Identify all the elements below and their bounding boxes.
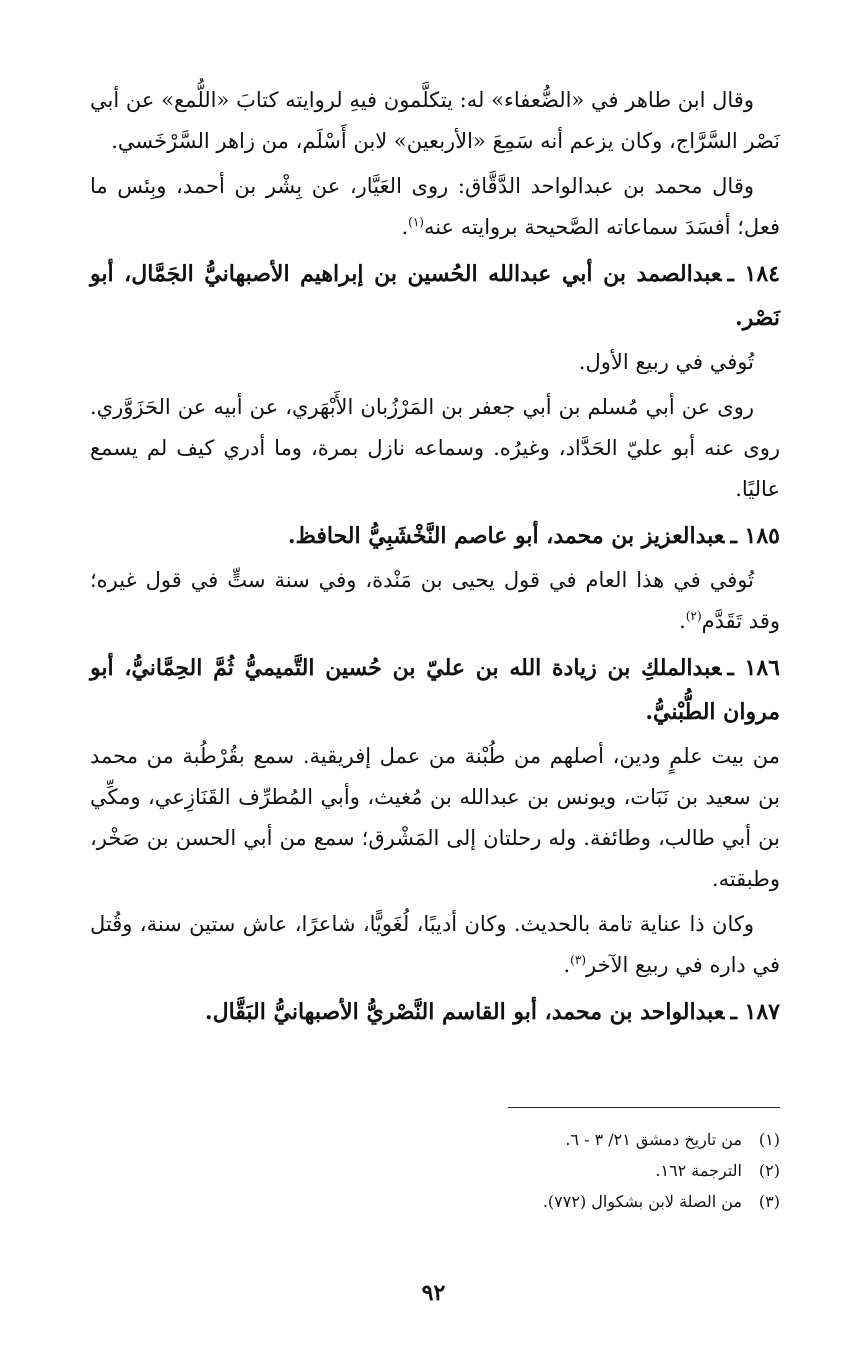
footnote-number: (٢) bbox=[758, 1161, 780, 1180]
paragraph-ibn-tahir bbox=[90, 80, 780, 162]
paragraph-text: وكان ذا عناية تامة بالحديث. وكان أديبًا، لُغَويًّا، شاعرًا، عاش ستين سنة، وقُتل في داره في ربيع الآخر bbox=[90, 912, 780, 977]
entry-number: ١٨٥ ـ bbox=[730, 523, 780, 549]
paragraph-text: تُوفي في هذا العام في قول يحيى بن مَنْدة، وفي سنة ستٍّ في قول غيره؛ وقد تَقَدَّم bbox=[90, 568, 780, 633]
paragraph-text: وقال ابن طاهر في «الضُّعفاء» له: يتكلَّمون فيهِ لروايته كتابَ «اللُّمع» عن أبي نَصْر السَّرَّاج، وكان يزعم أنه سَمِعَ «الأربعين» لابن أَسْلَم، من زاهر السَّرْخَسي. bbox=[90, 88, 780, 153]
footnotes bbox=[360, 1124, 780, 1217]
page-number: ٩٢ bbox=[421, 1280, 446, 1306]
paragraph-text: روى عن أبي مُسلم بن أبي جعفر بن المَرْزُبان الأَبْهَري، عن أبيه عن الحَزَوَّري. روى عنه أبو عليّ الحَدَّاد، وغيرُه. وسماعه نازل بمرة، وما أدري كيف لم يسمع عاليًا. bbox=[90, 395, 780, 501]
footnote-text: من تاريخ دمشق ٢١/ ٣ - ٦. bbox=[565, 1130, 742, 1149]
paragraph-daqqaq: وقال محمد بن عبدالواحد الدَّقَّاق: روى العَيَّار، عن بِشْر بن أحمد، وبِئس ما فعل؛ أفسَدَ سماعاته الصَّحيحة بروايته عنه$^{(١)}$. bbox=[90, 174, 780, 239]
footnote-text: الترجمة ١٦٢. bbox=[655, 1161, 742, 1180]
footnote-ref-1: (١) bbox=[408, 215, 424, 229]
entry-name: عبدالصمد بن أبي عبدالله الحُسين بن إبراهيم الأصبهانيُّ الجَمَّال، أبو نَصْر. bbox=[90, 261, 780, 331]
entry-name: عبدالواحد بن محمد، أبو القاسم النَّصْريُّ الأصبهانيُّ البَقَّال. bbox=[204, 999, 725, 1025]
footnote-item bbox=[360, 1186, 780, 1217]
paragraph-narration-184 bbox=[90, 387, 780, 510]
entry-185-heading bbox=[90, 514, 780, 558]
entry-184-heading bbox=[90, 252, 780, 340]
paragraph-text: تُوفي في ربيع الأول. bbox=[578, 350, 754, 374]
entry-186-heading bbox=[90, 646, 780, 734]
entry-name: عبدالملكِ بن زيادة الله بن عليّ بن حُسين التَّميميُّ ثُمَّ الحِمَّانيُّ، أبو مروان الطُّبْنيُّ. bbox=[90, 655, 780, 725]
footnote-number: (٣) bbox=[758, 1192, 780, 1211]
footnote-item bbox=[360, 1124, 780, 1155]
entry-number: ١٨٧ ـ bbox=[730, 999, 780, 1025]
page-body bbox=[90, 80, 780, 1036]
paragraph-death-184 bbox=[90, 342, 780, 383]
paragraph-text: من بيت علمٍ ودين، أصلهم من طُبْنة من عمل إفريقية. سمع بقُرْطُبة من محمد بن سعيد بن نَبَات، ويونس بن عبدالله بن مُغيث، وأبي المُطرِّف القَنَازِعي، ومكِّي بن أبي طالب، وطائفة. وله رحلتان إلى المَشْرق؛ سمع من أبي الحسن بن صَخْر، وطبقته. bbox=[90, 744, 780, 891]
footnote-number: (١) bbox=[758, 1130, 780, 1149]
paragraph-death-185: تُوفي في هذا العام في قول يحيى بن مَنْدة، وفي سنة ستٍّ في قول غيره؛ وقد تَقَدَّم$^{(٢)}$. bbox=[90, 568, 780, 633]
entry-number: ١٨٤ ـ bbox=[727, 261, 780, 287]
footnote-separator bbox=[508, 1107, 780, 1108]
footnote-item bbox=[360, 1155, 780, 1186]
paragraph-text: وقال محمد بن عبدالواحد الدَّقَّاق: روى العَيَّار، عن بِشْر بن أحمد، وبِئس ما فعل؛ أفسَدَ سماعاته الصَّحيحة بروايته عنه bbox=[90, 174, 780, 239]
footnote-ref-3: (٣) bbox=[570, 953, 586, 967]
footnote-ref-2: (٢) bbox=[685, 609, 702, 623]
paragraph-origin-186 bbox=[90, 736, 780, 900]
entry-number: ١٨٦ ـ bbox=[727, 655, 780, 681]
paragraph-bio-186: وكان ذا عناية تامة بالحديث. وكان أديبًا، لُغَويًّا، شاعرًا، عاش ستين سنة، وقُتل في داره في ربيع الآخر$^{(٣)}$. bbox=[90, 912, 780, 977]
entry-187-heading bbox=[90, 990, 780, 1034]
footnote-text: من الصلة لابن بشكوال (٧٧٢). bbox=[542, 1192, 742, 1211]
entry-name: عبدالعزيز بن محمد، أبو عاصم النَّخْشَبِيُّ الحافظ. bbox=[287, 523, 725, 549]
